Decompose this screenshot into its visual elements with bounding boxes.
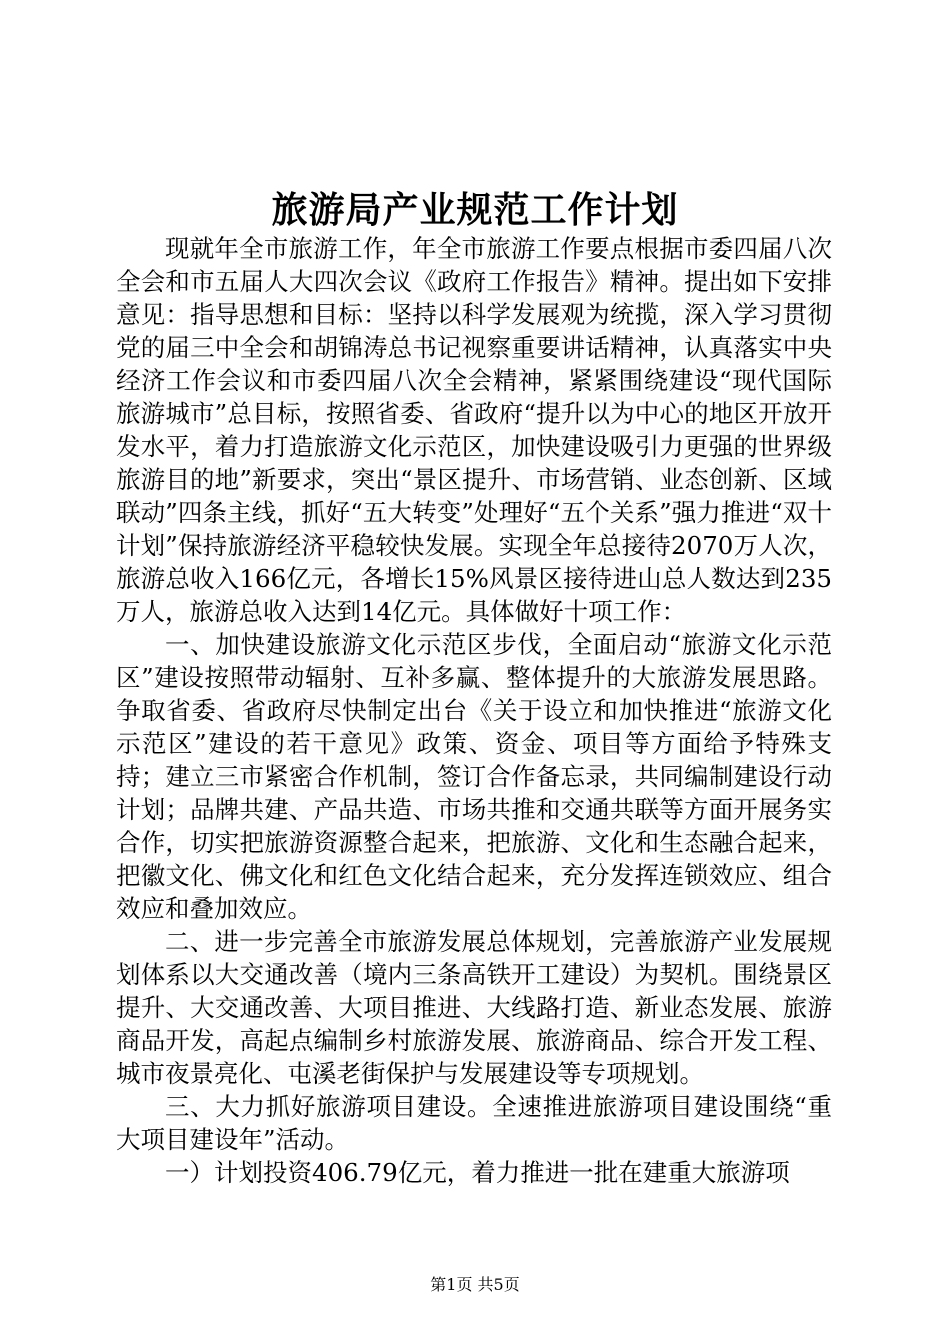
document-body [116,232,832,1189]
paragraph: 三、大力抓好旅游项目建设。全速推进旅游项目建设围绕“重大项目建设年”活动。 [116,1092,832,1154]
page-footer: 第1页 共5页 [430,1275,520,1294]
paragraph: 一）计划投资406.79亿元，着力推进一批在建重大旅游项 [165,1158,790,1187]
paragraph: 一、加快建设旅游文化示范区步伐，全面启动“旅游文化示范区”建设按照带动辐射、互补多赢、整体提升的大旅游发展思路。争取省委、省政府尽快制定出台《关于设立和加快推进“旅游文化示范区”建设的若干意见》政策、资金、项目等方面给予特殊支持；建立三市紧密合作机制，签订合作备忘录，共同编制建设行动计划；品牌共建、产品共造、市场共推和交通共联等方面开展务实合作，切实把旅游资源整合起来，把旅游、文化和生态融合起来，把徽文化、佛文化和红色文化结合起来，充分发挥连锁效应、组合效应和叠加效应。 [116,630,832,923]
paragraph: 二、进一步完善全市旅游发展总体规划，完善旅游产业发展规划体系以大交通改善（境内三条高铁开工建设）为契机。围绕景区提升、大交通改善、大项目推进、大线路打造、新业态发展、旅游商品开发，高起点编制乡村旅游发展、旅游商品、综合开发工程、城市夜景亮化、屯溪老街保护与发展建设等专项规划。 [116,927,832,1088]
paragraph: 现就年全市旅游工作，年全市旅游工作要点根据市委四届八次全会和市五届人大四次会议《政府工作报告》精神。提出如下安排意见：指导思想和目标：坚持以科学发展观为统揽，深入学习贯彻党的届三中全会和胡锦涛总书记视察重要讲话精神，认真落实中央经济工作会议和市委四届八次全会精神，紧紧围绕建设“现代国际旅游城市”总目标，按照省委、省政府“提升以为中心的地区开放开发水平，着力打造旅游文化示范区，加快建设吸引力更强的世界级旅游目的地”新要求，突出“景区提升、市场营销、业态创新、区域联动”四条主线，抓好“五大转变”处理好“五个关系”强力推进“双十计划”保持旅游经济平稳较快发展。实现全年总接待2070万人次，旅游总收入166亿元，各增长15%风景区接待进山总人数达到235万人，旅游总收入达到14亿元。具体做好十项工作： [116,234,832,626]
document-title: 旅游局产业规范工作计划 [271,189,679,231]
